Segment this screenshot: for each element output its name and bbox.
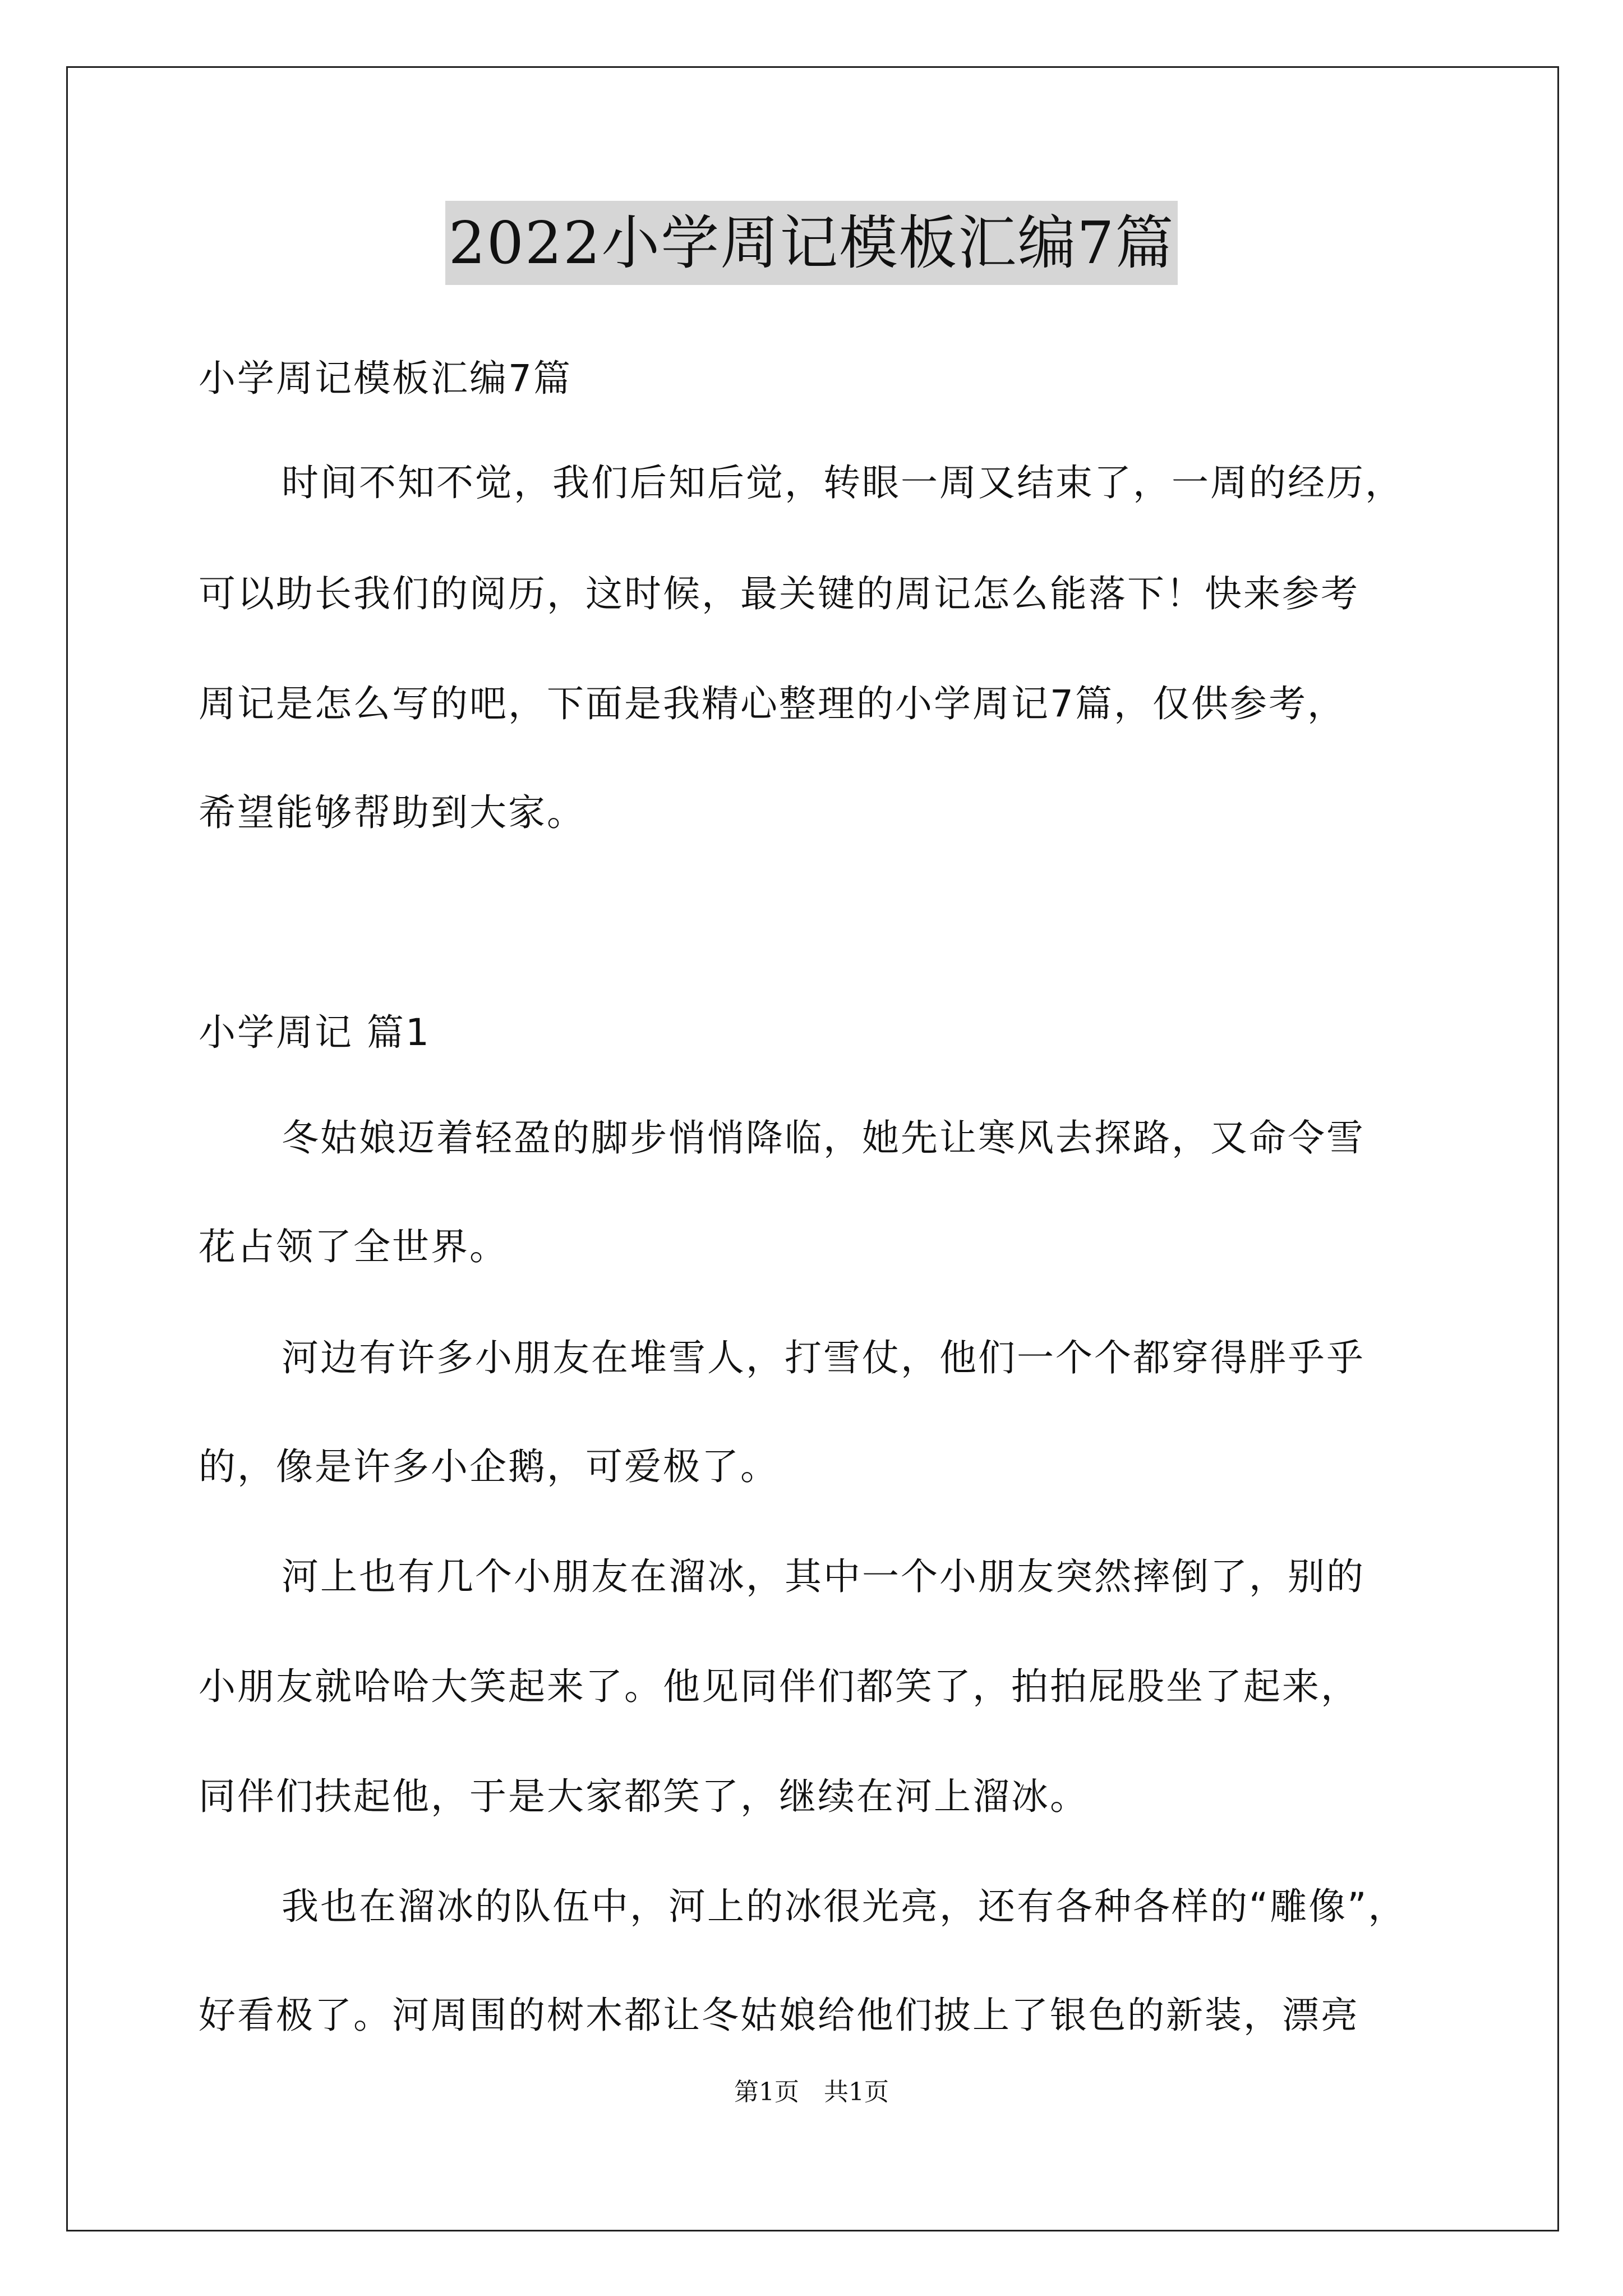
intro-line-2: 可以助长我们的阅历，这时候，最关键的周记怎么能落下！快来参考 <box>199 572 1359 615</box>
body-line-4: 的，像是许多小企鹅，可爱极了。 <box>199 1445 779 1488</box>
document-title: 2022小学周记模板汇编7篇 <box>445 201 1178 285</box>
body-line-9: 好看极了。河周围的树木都让冬姑娘给他们披上了银色的新装，漂亮 <box>199 1994 1359 2037</box>
document-subtitle: 小学周记模板汇编7篇 <box>199 357 572 400</box>
section-heading: 小学周记 篇1 <box>199 1011 431 1054</box>
body-line-5: 河上也有几个小朋友在溜冰，其中一个小朋友突然摔倒了，别的 <box>282 1555 1365 1598</box>
body-line-6: 小朋友就哈哈大笑起来了。他见同伴们都笑了，拍拍屁股坐了起来， <box>199 1665 1359 1708</box>
body-line-3: 河边有许多小朋友在堆雪人，打雪仗，他们一个个都穿得胖乎乎 <box>282 1336 1365 1379</box>
body-line-1: 冬姑娘迈着轻盈的脚步悄悄降临，她先让寒风去探路，又命令雪 <box>282 1116 1365 1159</box>
body-line-8: 我也在溜冰的队伍中，河上的冰很光亮，还有各种各样的“雕像”， <box>282 1885 1407 1928</box>
intro-line-3: 周记是怎么写的吧，下面是我精心整理的小学周记7篇，仅供参考， <box>199 682 1346 725</box>
intro-line-1: 时间不知不觉，我们后知后觉，转眼一周又结束了，一周的经历， <box>282 461 1404 504</box>
page-footer: 第1页 共1页 <box>734 2078 889 2106</box>
body-line-7: 同伴们扶起他，于是大家都笑了，继续在河上溜冰。 <box>199 1775 1089 1818</box>
title-container <box>0 201 1623 285</box>
intro-line-4: 希望能够帮助到大家。 <box>199 791 585 834</box>
body-line-2: 花占领了全世界。 <box>199 1225 508 1268</box>
